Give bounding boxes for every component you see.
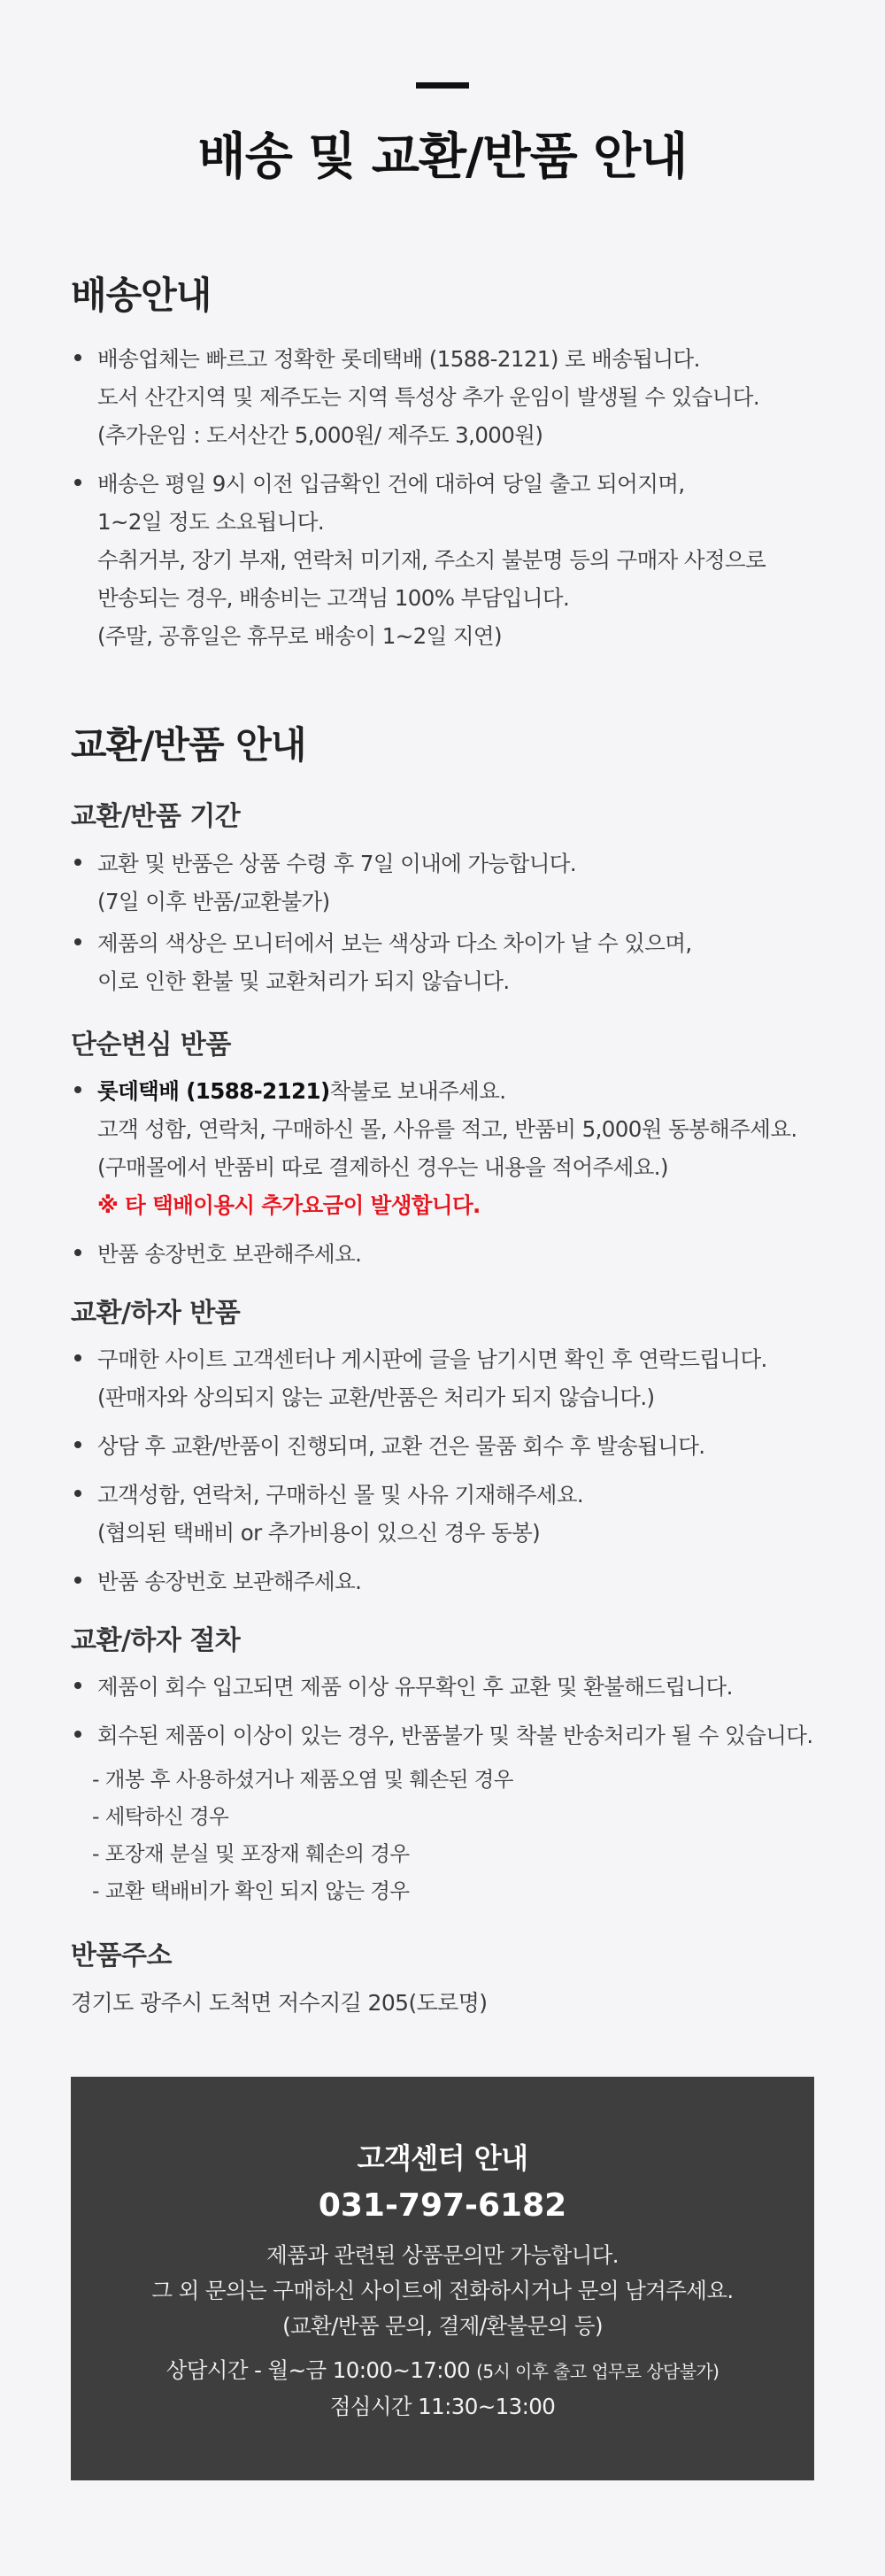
list-text: 반품 송장번호 보관해주세요. xyxy=(97,1241,362,1267)
return-address-heading: 반품주소 xyxy=(71,1940,172,1971)
list-item xyxy=(71,340,850,454)
list-text: (구매몰에서 반품비 따로 결제하신 경우는 내용을 적어주세요.) xyxy=(97,1154,668,1180)
lunch-hours: 점심시간 11:30~13:00 xyxy=(329,2394,556,2419)
shipping-list xyxy=(71,340,850,666)
list-item xyxy=(71,1562,850,1600)
customer-center-box xyxy=(71,2077,814,2480)
list-text: 고객 성함, 연락처, 구매하신 몰, 사유를 적고, 반품비 5,000원 동봉해주세요. xyxy=(97,1116,797,1142)
procedure-heading: 교환/하자 절차 xyxy=(71,1625,241,1656)
list-item xyxy=(71,465,850,655)
period-list xyxy=(71,845,850,1011)
list-text: 착불로 보내주세요. xyxy=(329,1078,506,1104)
list-text: 배송업체는 빠르고 정확한 롯데택배 (1588-2121) 로 배송됩니다. xyxy=(97,346,700,372)
list-text: 회수된 제품이 이상이 있는 경우, 반품불가 및 착불 반송처리가 될 수 있습니다. xyxy=(97,1723,813,1748)
exception-item: - 개봉 후 사용하셨거나 제품오염 및 훼손된 경우 xyxy=(92,1767,513,1792)
list-text: 배송은 평일 9시 이전 입금확인 건에 대하여 당일 출고 되어지며, xyxy=(97,471,685,497)
list-text: (추가운임 : 도서산간 5,000원/ 제주도 3,000원) xyxy=(97,422,543,448)
warning-text: ※ 타 택배이용시 추가요금이 발생합니다. xyxy=(97,1192,481,1218)
list-text: 고객성함, 연락처, 구매하신 몰 및 사유 기재해주세요. xyxy=(97,1482,584,1508)
list-text: 상담 후 교환/반품이 진행되며, 교환 건은 물품 회수 후 발송됩니다. xyxy=(97,1433,705,1459)
exchange-heading: 교환/반품 안내 xyxy=(71,723,306,767)
description-line: (교환/반품 문의, 결제/환불문의 등) xyxy=(282,2313,603,2339)
procedure-exceptions xyxy=(92,1761,853,1909)
list-text: 반송되는 경우, 배송비는 고객님 100% 부담입니다. xyxy=(97,585,570,611)
list-item xyxy=(71,1235,850,1273)
exception-item: - 교환 택배비가 확인 되지 않는 경우 xyxy=(92,1878,410,1903)
exception-item: - 포장재 분실 및 포장재 훼손의 경우 xyxy=(92,1841,410,1866)
customer-center-title: 고객센터 안내 xyxy=(357,2141,528,2175)
description-line: 그 외 문의는 구매하신 사이트에 전화하시거나 문의 남겨주세요. xyxy=(151,2278,734,2303)
list-text: 수취거부, 장기 부재, 연락처 미기재, 주소지 불분명 등의 구매자 사정으로 xyxy=(97,547,766,573)
list-text: 반품 송장번호 보관해주세요. xyxy=(97,1569,362,1594)
list-text: 제품의 색상은 모니터에서 보는 색상과 다소 차이가 날 수 있으며, xyxy=(97,930,692,956)
list-item xyxy=(71,1668,850,1706)
simple-return-heading: 단순변심 반품 xyxy=(71,1030,231,1060)
period-heading: 교환/반품 기간 xyxy=(71,801,241,832)
list-text: 구매한 사이트 고객센터나 게시판에 글을 남기시면 확인 후 연락드립니다. xyxy=(97,1346,767,1372)
list-item xyxy=(71,1072,850,1224)
defect-return-heading: 교환/하자 반품 xyxy=(71,1298,241,1329)
list-item xyxy=(71,924,850,1000)
hours-note: (5시 이후 출고 업무로 상담불가) xyxy=(476,2361,720,2382)
list-text: 교환 및 반품은 상품 수령 후 7일 이내에 가능합니다. xyxy=(97,851,577,876)
hours-label: 상담시간 - 월~금 10:00~17:00 xyxy=(165,2357,470,2383)
list-text: 1~2일 정도 소요됩니다. xyxy=(97,509,325,535)
list-item xyxy=(71,1716,850,1755)
list-text: 제품이 회수 입고되면 제품 이상 유무확인 후 교환 및 환불해드립니다. xyxy=(97,1674,733,1700)
list-text: (판매자와 상의되지 않는 교환/반품은 처리가 되지 않습니다.) xyxy=(97,1384,655,1410)
list-text: (주말, 공휴일은 휴무로 배송이 1~2일 지연) xyxy=(97,623,502,649)
customer-center-phone[interactable]: 031-797-6182 xyxy=(318,2187,567,2224)
list-text: 이로 인한 환불 및 교환처리가 되지 않습니다. xyxy=(97,968,510,994)
list-item xyxy=(71,1340,850,1416)
customer-center-description xyxy=(71,2238,814,2344)
defect-return-list xyxy=(71,1340,850,1611)
exception-item: - 세탁하신 경우 xyxy=(92,1804,229,1829)
title-accent-bar xyxy=(416,82,469,89)
list-text: 도서 산간지역 및 제주도는 지역 특성상 추가 운임이 발생될 수 있습니다. xyxy=(97,384,760,410)
list-text: (7일 이후 반품/교환불가) xyxy=(97,889,330,914)
courier-name: 롯데택배 (1588-2121) xyxy=(97,1078,330,1104)
simple-return-list xyxy=(71,1072,850,1284)
list-item xyxy=(71,845,850,921)
return-address: 경기도 광주시 도척면 저수지길 205(도로명) xyxy=(71,1990,488,2016)
procedure-list xyxy=(71,1668,850,1765)
description-line: 제품과 관련된 상품문의만 가능합니다. xyxy=(266,2242,619,2268)
page-title: 배송 및 교환/반품 안내 xyxy=(197,128,688,186)
shipping-heading: 배송안내 xyxy=(71,274,212,317)
list-item xyxy=(71,1427,850,1465)
business-hours xyxy=(71,2353,814,2425)
list-text: (협의된 택배비 or 추가비용이 있으신 경우 동봉) xyxy=(97,1520,541,1546)
list-item xyxy=(71,1476,850,1552)
